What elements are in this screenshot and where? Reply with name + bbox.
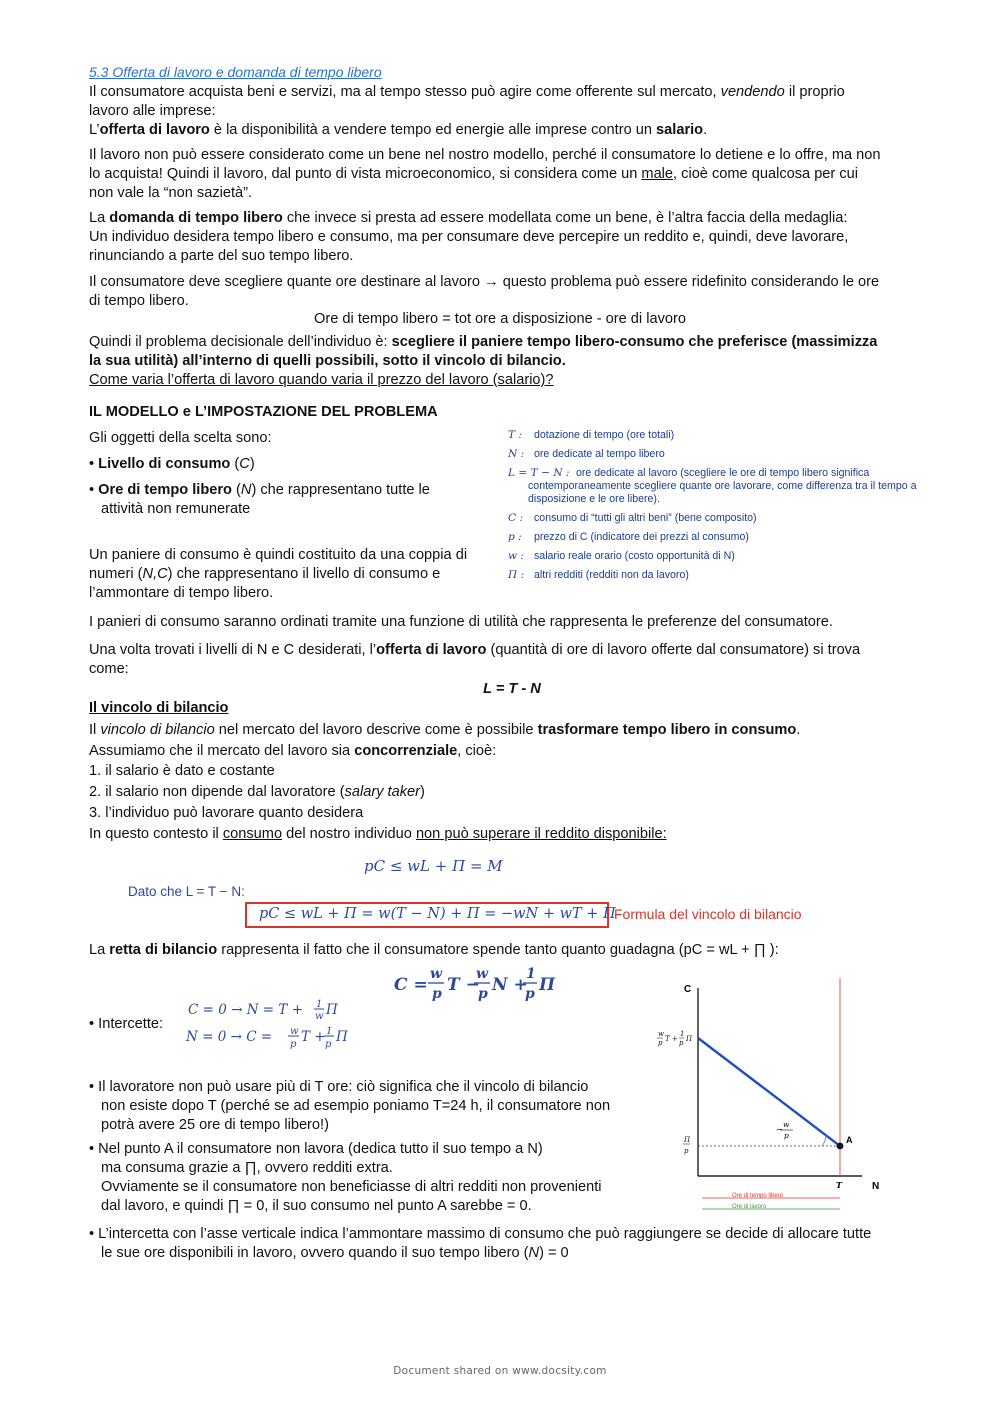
objects-intro: Gli oggetti della scelta sono: — [89, 430, 272, 446]
text-italic: N — [240, 482, 252, 498]
text-bold: Livello di consumo — [98, 456, 231, 472]
text: ) — [249, 456, 255, 472]
svg-text:T +: T + — [301, 1029, 326, 1045]
text: ma consuma grazie a ∏, ovvero redditi extra. — [101, 1160, 393, 1176]
text: l’ammontare di tempo libero. — [89, 585, 274, 601]
svg-text:N +: N + — [492, 975, 528, 995]
svg-text:Π: Π — [326, 1002, 338, 1018]
budget-formula-box — [245, 902, 616, 928]
list-item: 3. l’individuo può lavorare quanto desidera — [89, 804, 364, 821]
budget-formula-label: Formula del vincolo di bilancio — [614, 906, 802, 922]
text-underlined: non può superare il reddito disponibile: — [415, 825, 667, 842]
intercepts-bullet — [89, 1015, 163, 1034]
text: ) = 0 — [539, 1245, 569, 1261]
bullet-dot: • — [89, 482, 99, 498]
budget-line — [698, 1038, 840, 1146]
text: non vale la “non sazietà”. — [89, 185, 253, 201]
budget-line-equation — [392, 962, 562, 1008]
legend-symbol: p : — [508, 531, 522, 543]
svg-text:p: p — [290, 1039, 297, 1050]
text: Ovviamente se il consumatore non beneficiasse di altri redditi non provenienti — [101, 1179, 602, 1195]
svg-text:w: w — [430, 966, 443, 982]
minus-sign: − — [776, 1125, 783, 1134]
svg-text:p: p — [432, 986, 442, 1002]
text: rinunciando a parte del suo tempo libero. — [89, 248, 354, 264]
text: di tempo libero. — [89, 293, 189, 309]
leisure-hours-label: Ore di tempo libero — [732, 1193, 784, 1199]
text-italic: C — [239, 456, 250, 472]
x-axis-label: N — [872, 1181, 880, 1192]
budget-heading: Il vincolo di bilancio — [89, 700, 229, 716]
given-that-label: Dato che L = T − N: — [128, 884, 245, 899]
text: Quindi il problema decisionale dell’individuo è: — [89, 334, 392, 350]
text: Un individuo desidera tempo libero e consumo, ma per consumare deve percepire un reddito e, quindi, deve lavorare, — [89, 229, 849, 245]
point-a-label: A — [846, 1135, 853, 1145]
legend-row — [508, 550, 948, 563]
legend-symbol: T : — [508, 429, 523, 441]
pi-over-p-label — [683, 1136, 691, 1155]
utility-paragraph: I panieri di consumo saranno ordinati tramite una funzione di utilità che rappresenta le preferenze del consumatore. — [89, 614, 833, 630]
budget-line-equation-svg — [392, 962, 562, 1008]
text: (quantità di ore di lavoro offerte dal consumatore) si trova — [486, 642, 861, 658]
text: le sue ore disponibili in lavoro, ovvero quando il suo tempo libero ( — [101, 1245, 529, 1261]
labor-supply-formula: L = T - N — [483, 681, 541, 697]
svg-text:Π: Π — [686, 1035, 693, 1043]
text-bold: retta di bilancio — [109, 942, 218, 958]
footer-text: Document shared on www.docsity.com — [393, 1365, 607, 1377]
text-bold: domanda di tempo libero — [109, 210, 283, 226]
text: L’ — [89, 122, 100, 138]
text: Il lavoratore non può usare più di T ore: ciò significa che il vincolo di bilancio — [98, 1079, 589, 1095]
svg-text:p: p — [684, 1147, 689, 1155]
bullet-dot: • — [89, 1016, 99, 1032]
text-italic: vendendo — [720, 84, 785, 100]
legend-row — [508, 569, 948, 582]
svg-text:T +: T + — [665, 1035, 678, 1043]
svg-text:w: w — [315, 1011, 324, 1022]
legend-row — [508, 512, 948, 525]
bullet-leisure — [89, 481, 489, 519]
legend-row — [508, 531, 948, 544]
svg-text:p: p — [658, 1039, 663, 1047]
text-italic: N,C — [142, 566, 168, 582]
text-underlined: consumo — [222, 825, 283, 842]
legend-text: ore dedicate al tempo libero — [534, 448, 665, 460]
svg-text:w: w — [658, 1030, 664, 1038]
text: Un paniere di consumo è quindi costituito da una coppia di — [89, 547, 468, 563]
legend-text: disposizione e le ore libere). — [528, 493, 660, 505]
bullet-dot: • — [89, 1226, 99, 1242]
legend-text: contemporaneamente scegliere quante ore lavorare, come differenza tra il tempo a — [528, 480, 917, 492]
question-text: Come varia l’offerta di lavoro quando varia il prezzo del lavoro (salario)? — [89, 372, 554, 388]
legend-text: ore dedicate al lavoro (scegliere le ore di tempo libero significa — [576, 467, 870, 479]
legend-text: dotazione di tempo (ore totali) — [534, 429, 675, 441]
text: è la disponibilità a vendere tempo ed energie alle imprese contro un — [209, 122, 657, 138]
text: nel mercato del lavoro descrive come è possibile — [214, 722, 538, 738]
t-tick-label: T — [836, 1180, 842, 1190]
svg-text:Π: Π — [336, 1029, 348, 1045]
text-bold: offerta di lavoro — [376, 642, 487, 658]
text: rappresenta il fatto che il consumatore spende tanto quanto guadagna (pC = wL + ∏ ): — [217, 942, 779, 958]
bullet-dot: • — [89, 1141, 99, 1157]
legend-symbol: N : — [508, 448, 525, 460]
text-bold: scegliere il paniere tempo libero-consumo che preferisce (massimizza — [391, 334, 878, 350]
text: ) — [420, 784, 425, 801]
y-axis-label: C — [684, 984, 692, 995]
legend-symbol: C : — [508, 512, 524, 524]
intro-paragraph-1 — [89, 83, 939, 140]
text: Una volta trovati i livelli di N e C desiderati, l’ — [89, 642, 377, 658]
intro-paragraph-4 — [89, 273, 949, 311]
list-item: 1. il salario è dato e costante — [89, 763, 275, 780]
text-bold: la sua utilità) all’interno di quelli possibili, sotto il vincolo di bilancio. — [89, 353, 566, 369]
slope-label: w — [783, 1120, 790, 1129]
bullet-dot: • — [89, 456, 99, 472]
intro-paragraph-5 — [89, 333, 949, 390]
budget-graph-svg — [650, 978, 890, 1218]
list-item — [89, 1140, 649, 1216]
text: Il lavoro non può essere considerato come un bene nel nostro modello, perché il consumatore lo detiene e lo offre, ma non — [89, 147, 881, 163]
svg-text:1: 1 — [526, 966, 536, 982]
budget-formula: pC ≤ wL + Π = w(T − N) + Π = −wN + wT + Π — [259, 906, 616, 922]
svg-text:p: p — [478, 986, 488, 1002]
text-bold: salario — [656, 122, 704, 138]
text: La — [89, 942, 110, 958]
text: L’intercetta con l’asse verticale indica l’ammontare massimo di consumo che può raggiungere se decide di allocare tutte — [98, 1226, 872, 1242]
text: lavoro alle imprese: — [89, 103, 216, 119]
svg-text:T −: T − — [447, 975, 480, 995]
bullet-dot: • — [89, 1079, 99, 1095]
text: come: — [89, 661, 129, 677]
svg-text:Π: Π — [539, 975, 556, 995]
text: ( — [230, 456, 240, 472]
legend-row — [508, 448, 948, 461]
legend-text: altri redditi (redditi non da lavoro) — [534, 569, 689, 581]
text: che invece si presta ad essere modellata come un bene, è l’altra faccia della medaglia: — [282, 210, 848, 226]
legend-row — [508, 493, 948, 506]
slope-arc — [822, 1135, 826, 1146]
legend-row — [508, 429, 948, 442]
intercepts-svg — [184, 996, 374, 1058]
text: . — [703, 122, 708, 138]
budget-graph — [650, 978, 890, 1223]
text: , cioè come qualcosa per cui — [673, 166, 858, 182]
budget-inequality: pC ≤ wL + Π = M — [364, 857, 503, 875]
text: del nostro individuo — [282, 825, 416, 842]
text-italic: N — [528, 1245, 540, 1261]
budget-paragraph — [89, 720, 949, 844]
svg-text:N = 0 → C =: N = 0 → C = — [186, 1029, 273, 1045]
work-hours-label: Ore di lavoro — [732, 1204, 767, 1210]
text: ) che rappresentano tutte le — [251, 482, 430, 498]
svg-text:1: 1 — [680, 1030, 685, 1038]
legend-symbol: Π : — [508, 569, 525, 581]
legend-text: consumo di “tutti gli altri beni” (bene composito) — [534, 512, 757, 524]
bullet-consumption — [89, 455, 255, 474]
symbols-legend — [508, 429, 948, 582]
svg-text:p: p — [325, 1039, 332, 1050]
basket-paragraph — [89, 546, 509, 603]
list-item — [89, 1078, 649, 1135]
text: dal lavoro, e quindi ∏ = 0, il suo consumo nel punto A sarebbe = 0. — [101, 1198, 532, 1214]
text: Il consumatore acquista beni e servizi, ma al tempo stesso può agire come offerente sul mercato, — [89, 84, 721, 100]
legend-symbol: w : — [508, 550, 525, 562]
section-title: 5.3 Offerta di lavoro e domanda di tempo libero — [89, 64, 382, 80]
svg-text:p: p — [679, 1039, 684, 1047]
text-bold: Ore di tempo libero — [98, 482, 232, 498]
text: , cioè: — [457, 742, 497, 759]
text: Il consumatore deve scegliere quante ore destinare al lavoro → questo problema può essere ridefinito considerando le ore — [89, 274, 880, 290]
model-heading: IL MODELLO e L’IMPOSTAZIONE DEL PROBLEMA — [89, 404, 438, 420]
supply-paragraph — [89, 641, 949, 679]
svg-text:Π: Π — [684, 1136, 691, 1144]
y-intercept-label — [657, 1030, 693, 1047]
text: . — [796, 722, 801, 738]
text: non esiste dopo T (perché se ad esempio poniamo T=24 h, il consumatore non — [101, 1098, 611, 1114]
text: Intercette: — [98, 1016, 164, 1032]
intro-paragraph-3 — [89, 209, 949, 266]
text: Assumiamo che il mercato del lavoro sia — [89, 742, 355, 759]
text: attività non remunerate — [101, 501, 251, 517]
svg-text:1: 1 — [326, 1026, 333, 1037]
legend-row — [508, 480, 948, 493]
text: In questo contesto il — [89, 825, 223, 842]
text-bold: concorrenziale — [354, 742, 458, 759]
text: ) che rappresentano il livello di consumo e — [167, 566, 441, 582]
svg-text:C =: C = — [394, 975, 428, 995]
svg-text:w: w — [476, 966, 489, 982]
text-italic: vincolo di bilancio — [100, 722, 215, 738]
text: ( — [231, 482, 241, 498]
svg-text:1: 1 — [316, 999, 323, 1010]
text: Il — [89, 722, 101, 738]
vertical-intercept-bullet — [89, 1225, 949, 1263]
text-underlined: male — [641, 166, 674, 182]
text-bold: offerta di lavoro — [99, 122, 210, 138]
svg-text:C = 0 → N = T +: C = 0 → N = T + — [188, 1002, 304, 1018]
budget-line-paragraph — [89, 941, 949, 960]
text: numeri ( — [89, 566, 143, 582]
legend-text: prezzo di C (indicatore dei prezzi al consumo) — [534, 531, 749, 543]
point-a — [837, 1143, 844, 1150]
budget-bullets — [89, 1078, 649, 1216]
text: La — [89, 210, 110, 226]
text: lo acquista! Quindi il lavoro, dal punto di vista microeconomico, si considera come un — [89, 166, 642, 182]
legend-text: salario reale orario (costo opportunità di N) — [534, 550, 735, 562]
text: potrà avere 25 ore di tempo libero!) — [101, 1117, 329, 1133]
centered-equation: Ore di tempo libero = tot ore a disposizione - ore di lavoro — [314, 311, 686, 327]
intro-paragraph-2 — [89, 146, 949, 203]
slope-den-label: p — [784, 1131, 789, 1140]
svg-text:p: p — [525, 986, 535, 1002]
text-bold: trasformare tempo libero in consumo — [537, 722, 797, 738]
legend-row — [508, 467, 948, 480]
text: il proprio — [784, 84, 845, 100]
text: Nel punto A il consumatore non lavora (dedica tutto il suo tempo a N) — [98, 1141, 543, 1157]
svg-text:w: w — [290, 1026, 299, 1037]
intercepts-formulas — [184, 996, 374, 1063]
legend-symbol: L = T − N : — [508, 467, 570, 479]
list-item: 2. il salario non dipende dal lavoratore ( — [89, 784, 345, 801]
text-italic: salary taker — [344, 784, 420, 801]
